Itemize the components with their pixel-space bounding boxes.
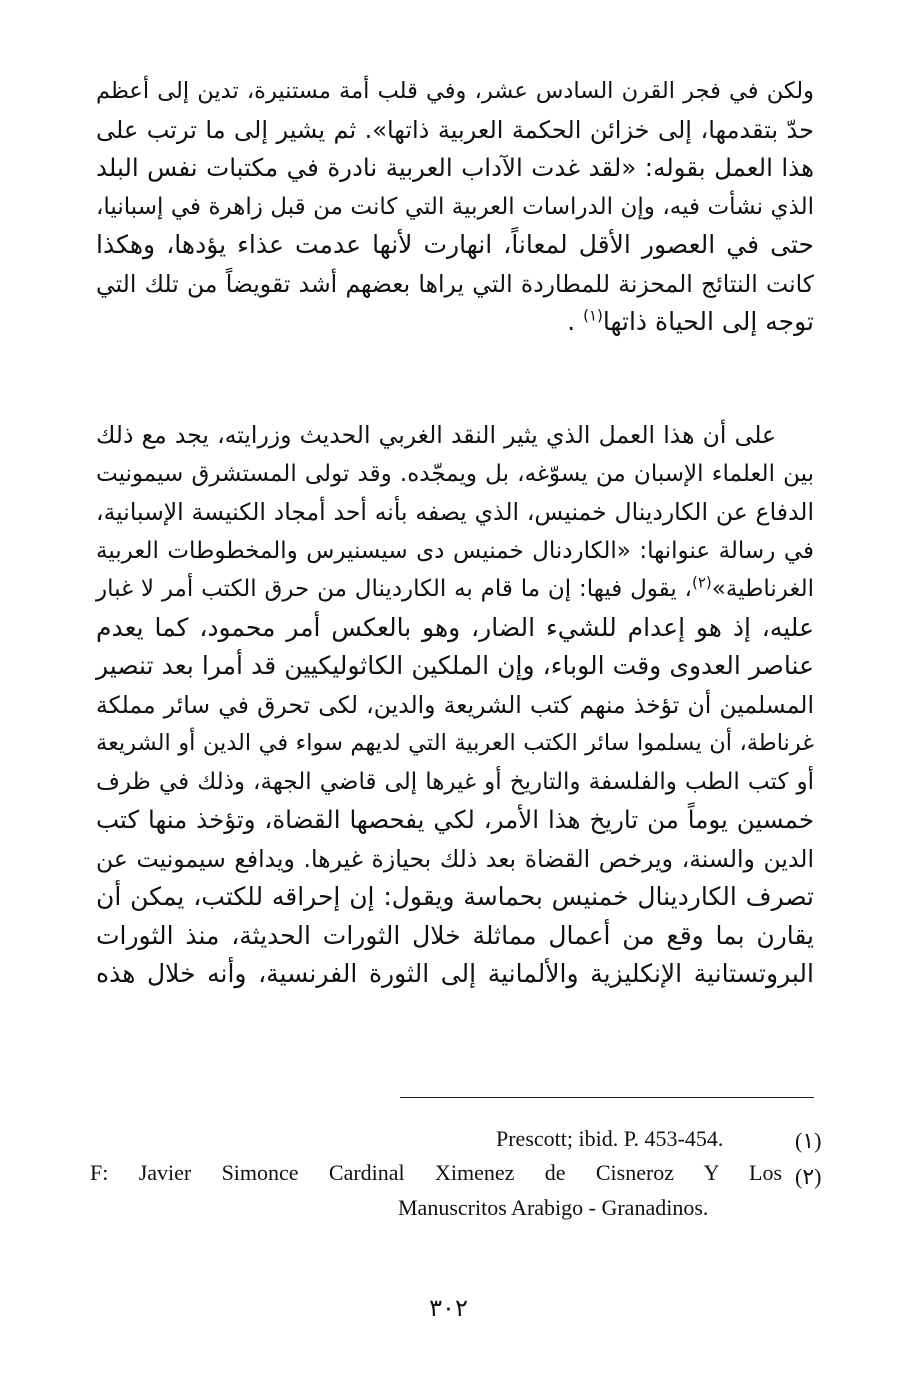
footnote-reference[interactable]: (٢) xyxy=(691,573,712,592)
text-line: الدين والسنة، ويرخص القضاة بعد ذلك بحيازة غيرها. ويدافع سيمونيت عن xyxy=(96,844,814,873)
text-line: بين العلماء الإسبان من يسوّغه، بل ويمجّده. وقد تولى المستشرق سيمونيت xyxy=(96,460,814,487)
text-line: ولكن في فجر القرن السادس عشر، وفي قلب أمة مستنيرة، تدين إلى أعظم xyxy=(96,78,814,104)
text-fragment: الغرناطية» xyxy=(711,576,814,602)
text-line: غرناطة، أن يسلموا سائر الكتب العربية التي لديهم سواء في الدين أو الشريعة xyxy=(96,730,814,756)
footnote-2-continuation: Manuscritos Arabigo - Granadinos. xyxy=(398,1195,709,1220)
text-line: تصرف الكاردينال خمنيس بحماسة ويقول: إن إحراقه للكتب، يمكن أن xyxy=(96,882,814,911)
page-number: ٣٠٢ xyxy=(429,1294,468,1322)
text-line: يقارن بما وقع من أعمال مماثلة خلال الثورات الحديثة، منذ الثورات xyxy=(96,920,814,950)
footnote-1-text: Prescott; ibid. P. 453-454. xyxy=(496,1126,724,1151)
text-fragment: . xyxy=(567,307,576,336)
text-line: البروتستانية الإنكليزية والألمانية إلى الثورة الفرنسية، وأنه خلال هذه xyxy=(96,959,814,988)
text-line: حدّ بتقدمها، إلى خزائن الحكمة العربية ذاتها». ثم يشير إلى ما ترتب على xyxy=(96,115,814,144)
paragraph-1 xyxy=(96,72,814,342)
footnote-divider xyxy=(400,1097,814,1098)
text-line: كانت النتائج المحزنة للمطاردة التي يراها بعضهم أشد تقويضاً من تلك التي xyxy=(96,269,814,298)
text-line: هذا العمل بقوله: «لقد غدت الآداب العربية نادرة في مكتبات نفس البلد xyxy=(96,153,814,182)
text-line: حتى في العصور الأقل لمعاناً، انهارت لأنها عدمت عذاء يؤدها، وهكذا xyxy=(96,230,814,259)
text-line: خمسين يوماً من تاريخ هذا الأمر، لكي يفحصها القضاة، وتؤخذ منها كتب xyxy=(96,805,814,834)
text-line xyxy=(96,570,814,609)
footnote-1-number: (١) xyxy=(795,1128,822,1153)
text-line-last xyxy=(96,303,814,342)
footnote-2-text: F: Javier Simonce Cardinal Ximenez de Cisneroz Y Los xyxy=(90,1160,782,1185)
footnote-2-number: (٢) xyxy=(795,1164,822,1189)
text-line: عناصر العدوى وقت الوباء، وإن الملكين الكاثوليكيين قد أمرا بعد تنصير xyxy=(96,651,814,680)
text-line-first: على أن هذا العمل الذي يثير النقد الغربي الحديث وزرايته، يجد مع ذلك xyxy=(96,421,776,449)
text-line: المسلمين أن تؤخذ منهم كتب الشريعة والدين، لكى تحرق في سائر مملكة xyxy=(96,690,814,719)
text-fragment: توجه إلى الحياة ذاتها xyxy=(602,307,814,336)
text-line: الذي نشأت فيه، وإن الدراسات العربية التي كانت من قبل زاهرة في إسبانيا، xyxy=(96,193,814,220)
paragraph-2 xyxy=(96,416,814,994)
footnote-reference[interactable]: (١) xyxy=(583,306,603,325)
text-line: عليه، إذ هو إعدام للشيء الضار، وهو بالعكس أمر محمود، كما يعدم xyxy=(96,612,814,642)
text-line: الدفاع عن الكاردينال خمنيس، الذي يصفه بأنه أحد أمجاد الكنيسة الإسبانية، xyxy=(96,498,814,526)
text-fragment: ، يقول فيها: إن ما قام به الكاردينال من حرق الكتب أمر لا غبار xyxy=(96,576,692,602)
text-line: في رسالة عنوانها: «الكاردنال خمنيس دى سيسنيرس والمخطوطات العربية xyxy=(96,537,814,564)
text-line: أو كتب الطب والفلسفة والتاريخ أو غيرها إلى قاضي الجهة، وذلك في ظرف xyxy=(96,768,814,795)
